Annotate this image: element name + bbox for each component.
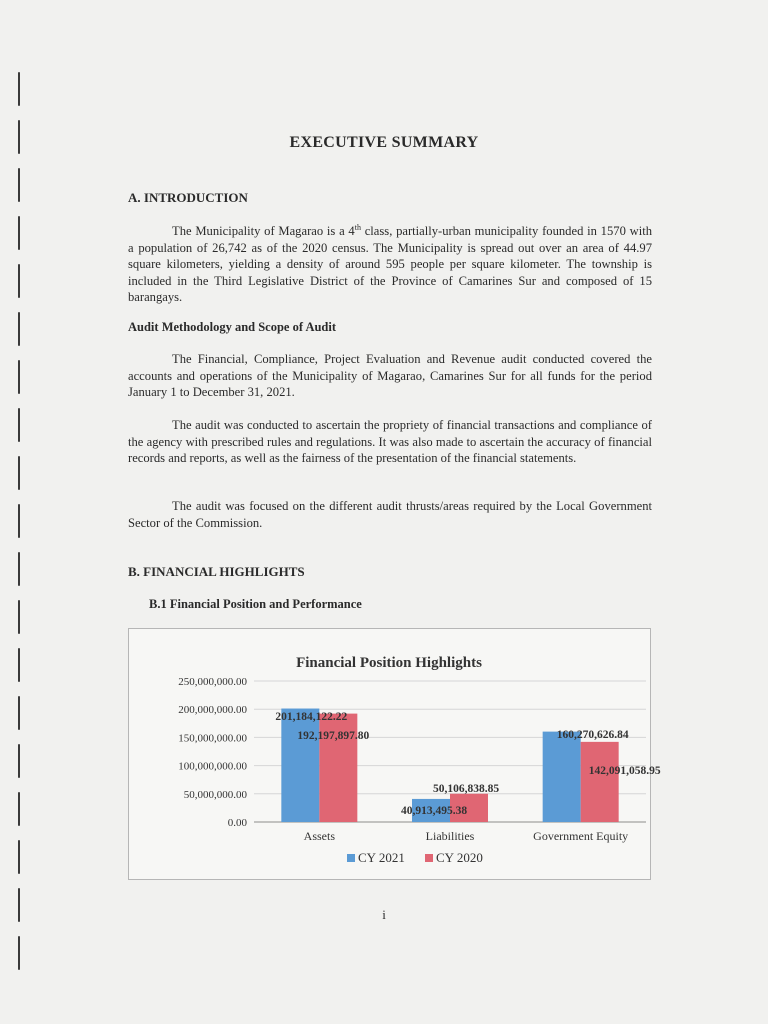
page-number: i: [382, 907, 386, 922]
data-label: 160,270,626.84: [556, 729, 629, 741]
y-tick-label: 0.00: [227, 817, 247, 829]
binding-margin-marks: [18, 60, 22, 980]
legend-swatch: [425, 854, 433, 862]
section-a-heading: A. INTRODUCTION: [128, 190, 248, 205]
margin-mark: [18, 168, 20, 202]
y-tick-label: 200,000,000.00: [178, 704, 247, 717]
margin-mark: [18, 696, 20, 730]
legend-label: CY 2021: [358, 850, 405, 865]
margin-mark: [18, 792, 20, 826]
data-label: 40,913,495.38: [400, 805, 468, 817]
chart-title: Financial Position Highlights: [296, 655, 482, 671]
bar-cy-2020: [581, 742, 619, 822]
margin-mark: [18, 216, 20, 250]
audit-paragraph-3: The audit was focused on the different audit thrusts/areas required by the Local Government Sector of the Commission.: [128, 499, 652, 530]
margin-mark: [18, 264, 20, 298]
audit-methodology-heading: Audit Methodology and Scope of Audit: [128, 320, 337, 334]
data-label: 142,091,058.95: [588, 765, 661, 777]
intro-superscript: th: [354, 223, 361, 232]
y-tick-label: 150,000,000.00: [178, 732, 247, 745]
margin-mark: [18, 936, 20, 970]
intro-text-prefix: The Municipality of Magarao is a 4: [172, 224, 355, 239]
legend-swatch: [347, 854, 355, 862]
margin-mark: [18, 408, 20, 442]
section-b-heading: B. FINANCIAL HIGHLIGHTS: [128, 564, 305, 579]
data-label: 50,106,838.85: [432, 783, 500, 795]
x-tick-label: Assets: [303, 829, 336, 843]
margin-mark: [18, 648, 20, 682]
legend-label: CY 2020: [436, 850, 483, 865]
margin-mark: [18, 600, 20, 634]
audit-paragraph-2: The audit was conducted to ascertain the propriety of financial transactions and compliance of the agency with prescribed rules and regulations. It was also made to ascertain the accuracy of financial records and reports, as well as the fairness of the presentation of the financial statements.: [128, 418, 652, 465]
intro-text-rest: class, partially-urban municipality founded in 1570 with a population of 26,742 as of the 2020 census. The Municipality is spread out over an area of 44.97 square kilometers, yielding a density of around 595 people per square kilometer. The township is included in the Third Legislative District of the Province of Camarines Sur and composed of 15 barangays.: [128, 224, 653, 305]
data-label: 192,197,897.80: [297, 730, 370, 742]
x-tick-label: Liabilities: [425, 829, 475, 843]
y-tick-label: 50,000,000.00: [183, 788, 247, 801]
bar-cy-2021: [281, 709, 319, 822]
financial-position-chart: [128, 628, 661, 880]
chart-canvas: [129, 629, 661, 879]
data-label: 201,184,122.22: [275, 711, 348, 723]
margin-mark: [18, 840, 20, 874]
margin-mark: [18, 360, 20, 394]
x-tick-label: Government Equity: [533, 829, 629, 843]
bar-cy-2021: [543, 732, 581, 822]
margin-mark: [18, 456, 20, 490]
introduction-paragraph: [128, 220, 652, 306]
financial-position-subheading: B.1 Financial Position and Performance: [149, 597, 362, 611]
margin-mark: [18, 552, 20, 586]
margin-mark: [18, 312, 20, 346]
margin-mark: [18, 744, 20, 778]
margin-mark: [18, 504, 20, 538]
y-tick-label: 100,000,000.00: [178, 760, 247, 773]
margin-mark: [18, 72, 20, 106]
audit-paragraph-1: The Financial, Compliance, Project Evaluation and Revenue audit conducted covered the accounts and operations of the Municipality of Magarao, Camarines Sur for all funds for the period January 1 to December 31, 2021.: [128, 352, 652, 399]
page-title: EXECUTIVE SUMMARY: [289, 134, 479, 151]
y-tick-label: 250,000,000.00: [178, 676, 247, 688]
